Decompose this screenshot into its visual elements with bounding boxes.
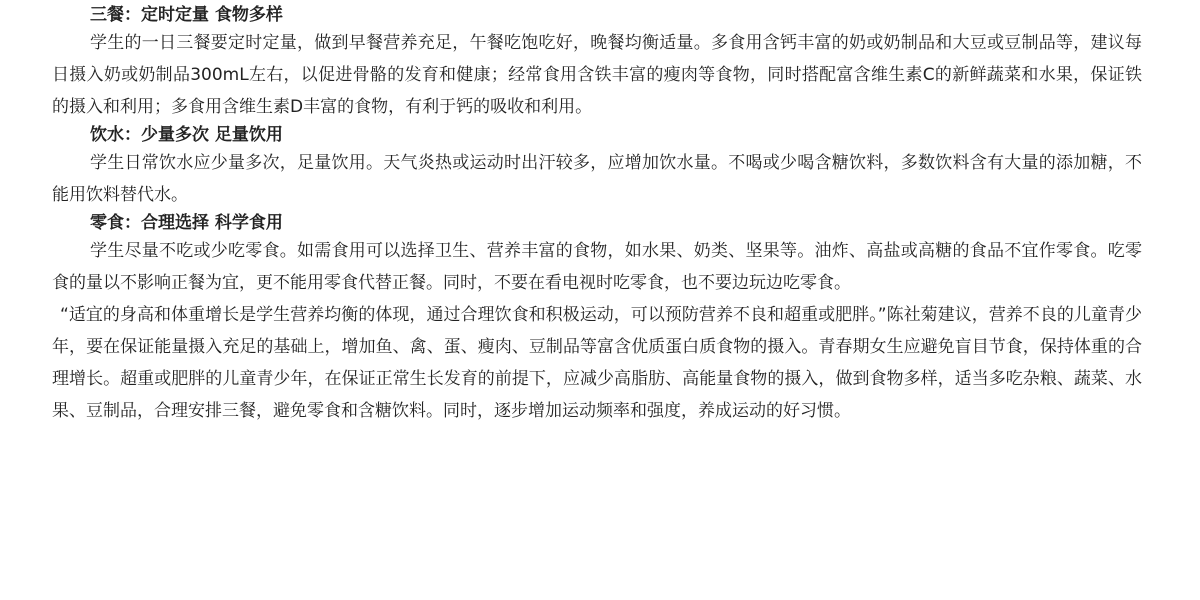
section-paragraph-water: 学生日常饮水应少量多次，足量饮用。天气炎热或运动时出汗较多，应增加饮水量。不喝或少喝含糖饮料，多数饮料含有大量的添加糖，不能用饮料替代水。 [52, 153, 1142, 205]
section-heading-snacks: 零食：合理选择 科学食用 [90, 213, 283, 233]
section-heading-water: 饮水：少量多次 足量饮用 [90, 125, 283, 145]
quote-paragraph: “适宜的身高和体重增长是学生营养均衡的体现，通过合理饮食和积极运动，可以预防营养不良和超重或肥胖。”陈社菊建议，营养不良的儿童青少年，要在保证能量摄入充足的基础上，增加鱼、禽、蛋、瘦肉、豆制品等富含优质蛋白质食物的摄入。青春期女生应避免盲目节食，保持体重的合理增长。超重或肥胖的儿童青少年，在保证正常生长发育的前提下，应减少高脂肪、高能量食物的摄入，做到食物多样，适当多吃杂粮、蔬菜、水果、豆制品，合理安排三餐，避免零食和含糖饮料。同时，逐步增加运动频率和强度，养成运动的好习惯。 [52, 305, 1142, 421]
section-heading-meals: 三餐：定时定量 食物多样 [90, 5, 283, 25]
section-paragraph-meals: 学生的一日三餐要定时定量，做到早餐营养充足，午餐吃饱吃好，晚餐均衡适量。多食用含钙丰富的奶或奶制品和大豆或豆制品等，建议每日摄入奶或奶制品300mL左右，以促进骨骼的发育和健康；经常食用含铁丰富的瘦肉等食物，同时搭配富含维生素C的新鲜蔬菜和水果，保证铁的摄入和利用；多食用含维生素D丰富的食物，有利于钙的吸收和利用。 [52, 33, 1142, 117]
article-body [52, 3, 1142, 427]
section-paragraph-snacks: 学生尽量不吃或少吃零食。如需食用可以选择卫生、营养丰富的食物，如水果、奶类、坚果等。油炸、高盐或高糖的食品不宜作零食。吃零食的量以不影响正餐为宜，更不能用零食代替正餐。同时，不要在看电视时吃零食，也不要边玩边吃零食。 [52, 241, 1142, 293]
